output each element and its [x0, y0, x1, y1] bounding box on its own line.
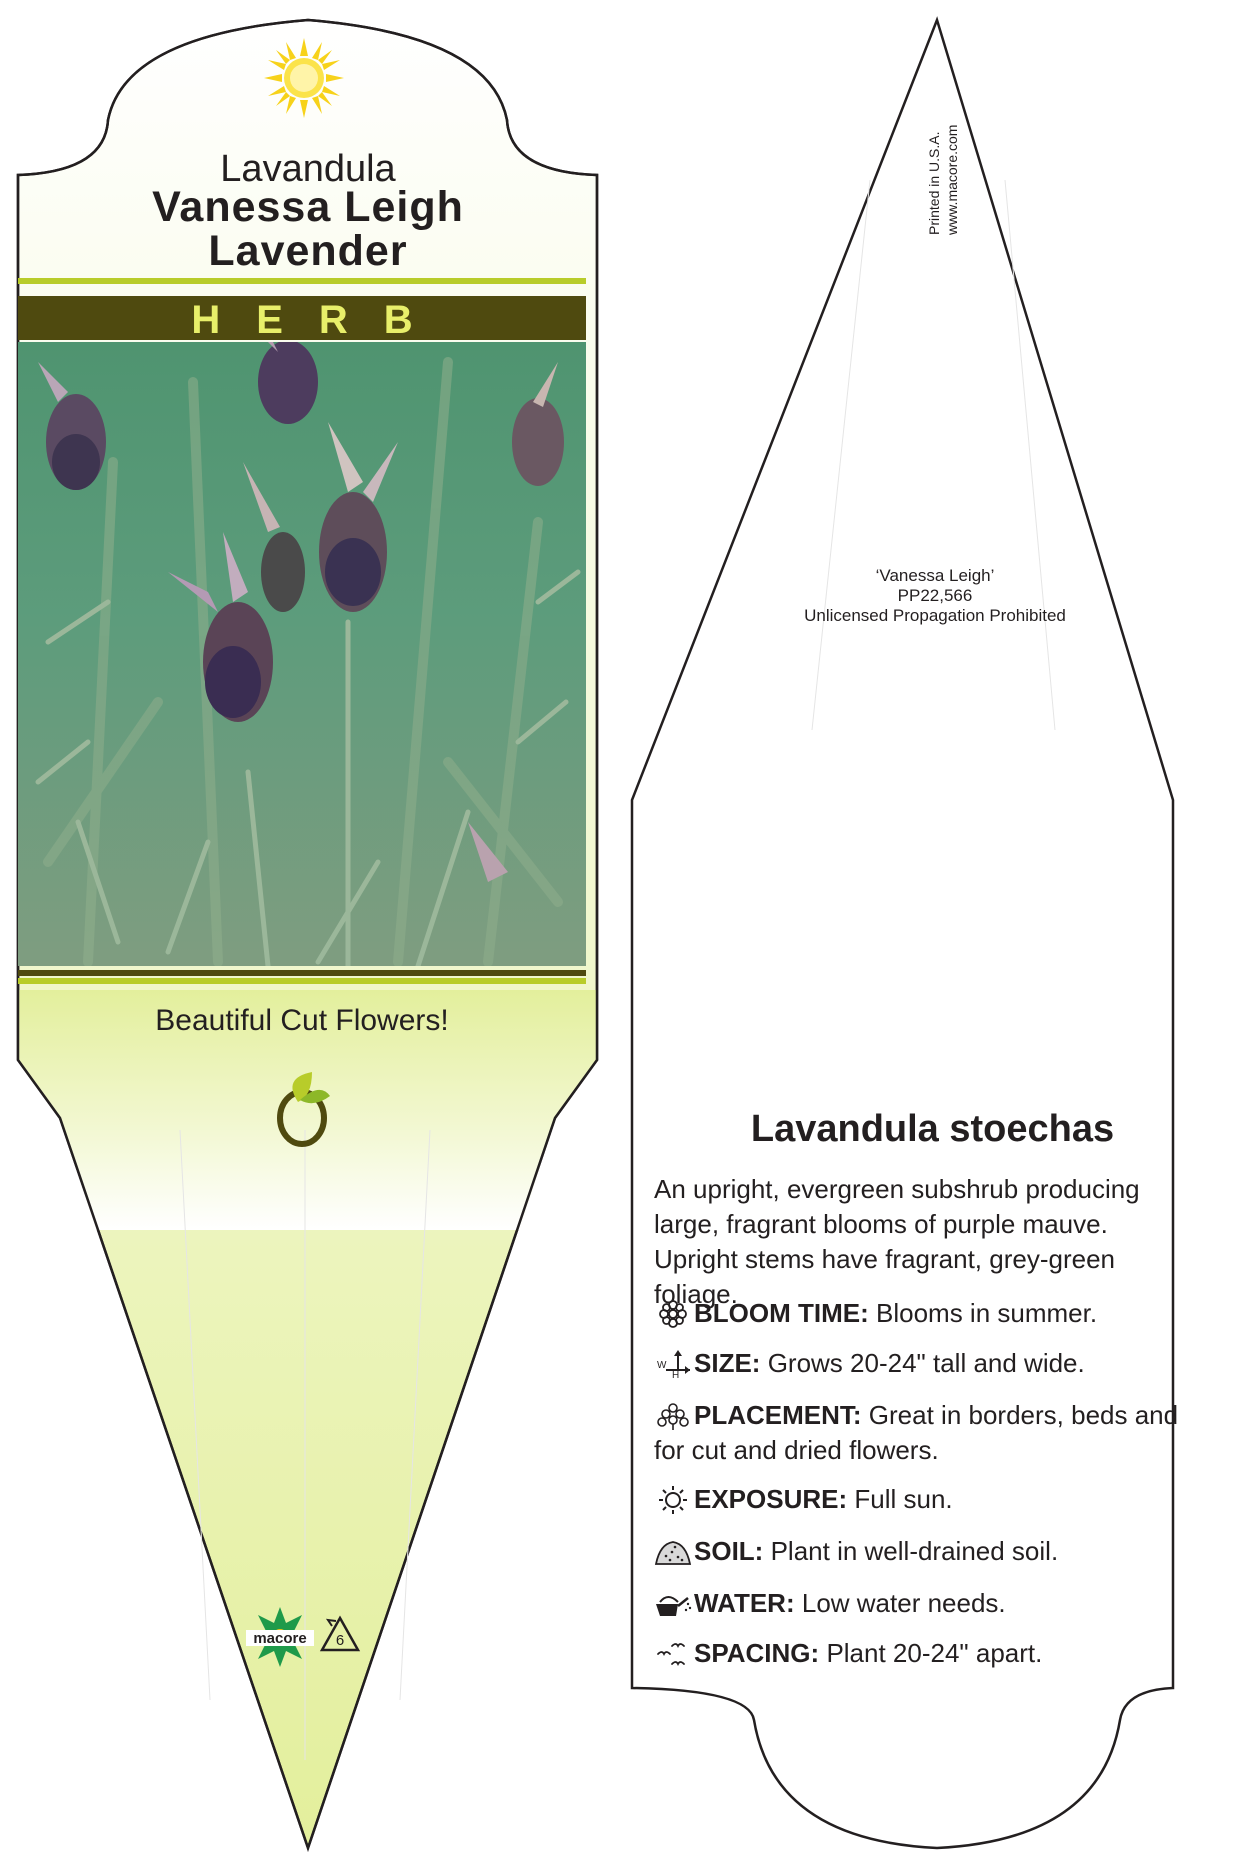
tagline: Beautiful Cut Flowers! [155, 1004, 449, 1037]
recycle-icon [318, 1614, 362, 1656]
common-name-line1: Vanessa Leigh [152, 183, 464, 231]
recycle-number: 6 [335, 1632, 345, 1649]
description: An upright, evergreen subshrub producing large, fragrant blooms of purple mauve. Upright stems have fragrant, grey-green foliage. [654, 1174, 1140, 1309]
attribute-bloom-time [654, 1296, 1199, 1331]
attr-label: EXPOSURE: [694, 1484, 848, 1514]
macore-logo-text: macore [253, 1630, 307, 1647]
patent-line3: Unlicensed Propagation Prohibited [804, 606, 1066, 625]
sun-icon [262, 36, 346, 120]
attr-text: Grows 20-24" tall and wide. [767, 1348, 1085, 1378]
placement-icon [654, 1402, 692, 1430]
size-icon [654, 1350, 692, 1378]
attr-label: PLACEMENT: [694, 1400, 862, 1430]
printed-line1: Printed in U.S.A. [926, 131, 942, 235]
patent-line1: ‘Vanessa Leigh’ [875, 566, 995, 585]
sun-icon [654, 1486, 692, 1514]
seed-logo-icon [268, 1068, 338, 1148]
back-tag-outline [632, 20, 1173, 1848]
size-icon-w: W [657, 1360, 667, 1371]
size-icon-h: H [672, 1370, 680, 1378]
attribute-placement [654, 1398, 1199, 1468]
printed-in [880, 80, 960, 240]
flower-icon [654, 1300, 692, 1328]
attr-text: Full sun. [854, 1484, 953, 1514]
attribute-soil [654, 1534, 1199, 1569]
attr-text: Blooms in summer. [876, 1298, 1098, 1328]
attribute-exposure [654, 1482, 1199, 1517]
attr-label: SOIL: [694, 1536, 764, 1566]
attr-text: Low water needs. [801, 1588, 1006, 1618]
attribute-water [654, 1586, 1199, 1621]
attr-text: Plant 20-24" apart. [826, 1638, 1043, 1668]
attr-label: WATER: [694, 1588, 795, 1618]
attr-text: Great in borders, beds and for cut and dried flowers. [654, 1400, 1179, 1465]
patent-info [735, 566, 1135, 626]
spacing-icon [654, 1640, 692, 1668]
category-label: HERB [191, 298, 449, 342]
common-name-line2: Lavender [208, 227, 408, 275]
attr-label: BLOOM TIME: [694, 1298, 869, 1328]
common-name [18, 185, 598, 273]
macore-logo [244, 1606, 316, 1668]
genus-name: Lavandula [220, 148, 396, 190]
attr-label: SIZE: [694, 1348, 761, 1378]
attr-label: SPACING: [694, 1638, 820, 1668]
patent-line2: PP22,566 [897, 586, 973, 605]
watering-can-icon [654, 1590, 692, 1618]
soil-icon [654, 1538, 692, 1566]
plant-photo [18, 342, 586, 966]
attr-text: Plant in well-drained soil. [770, 1536, 1059, 1566]
printed-line2: www.macore.com [944, 124, 960, 235]
attribute-spacing [654, 1636, 1199, 1671]
species-name: Lavandula stoechas [750, 1108, 1115, 1150]
attribute-size [654, 1346, 1199, 1381]
